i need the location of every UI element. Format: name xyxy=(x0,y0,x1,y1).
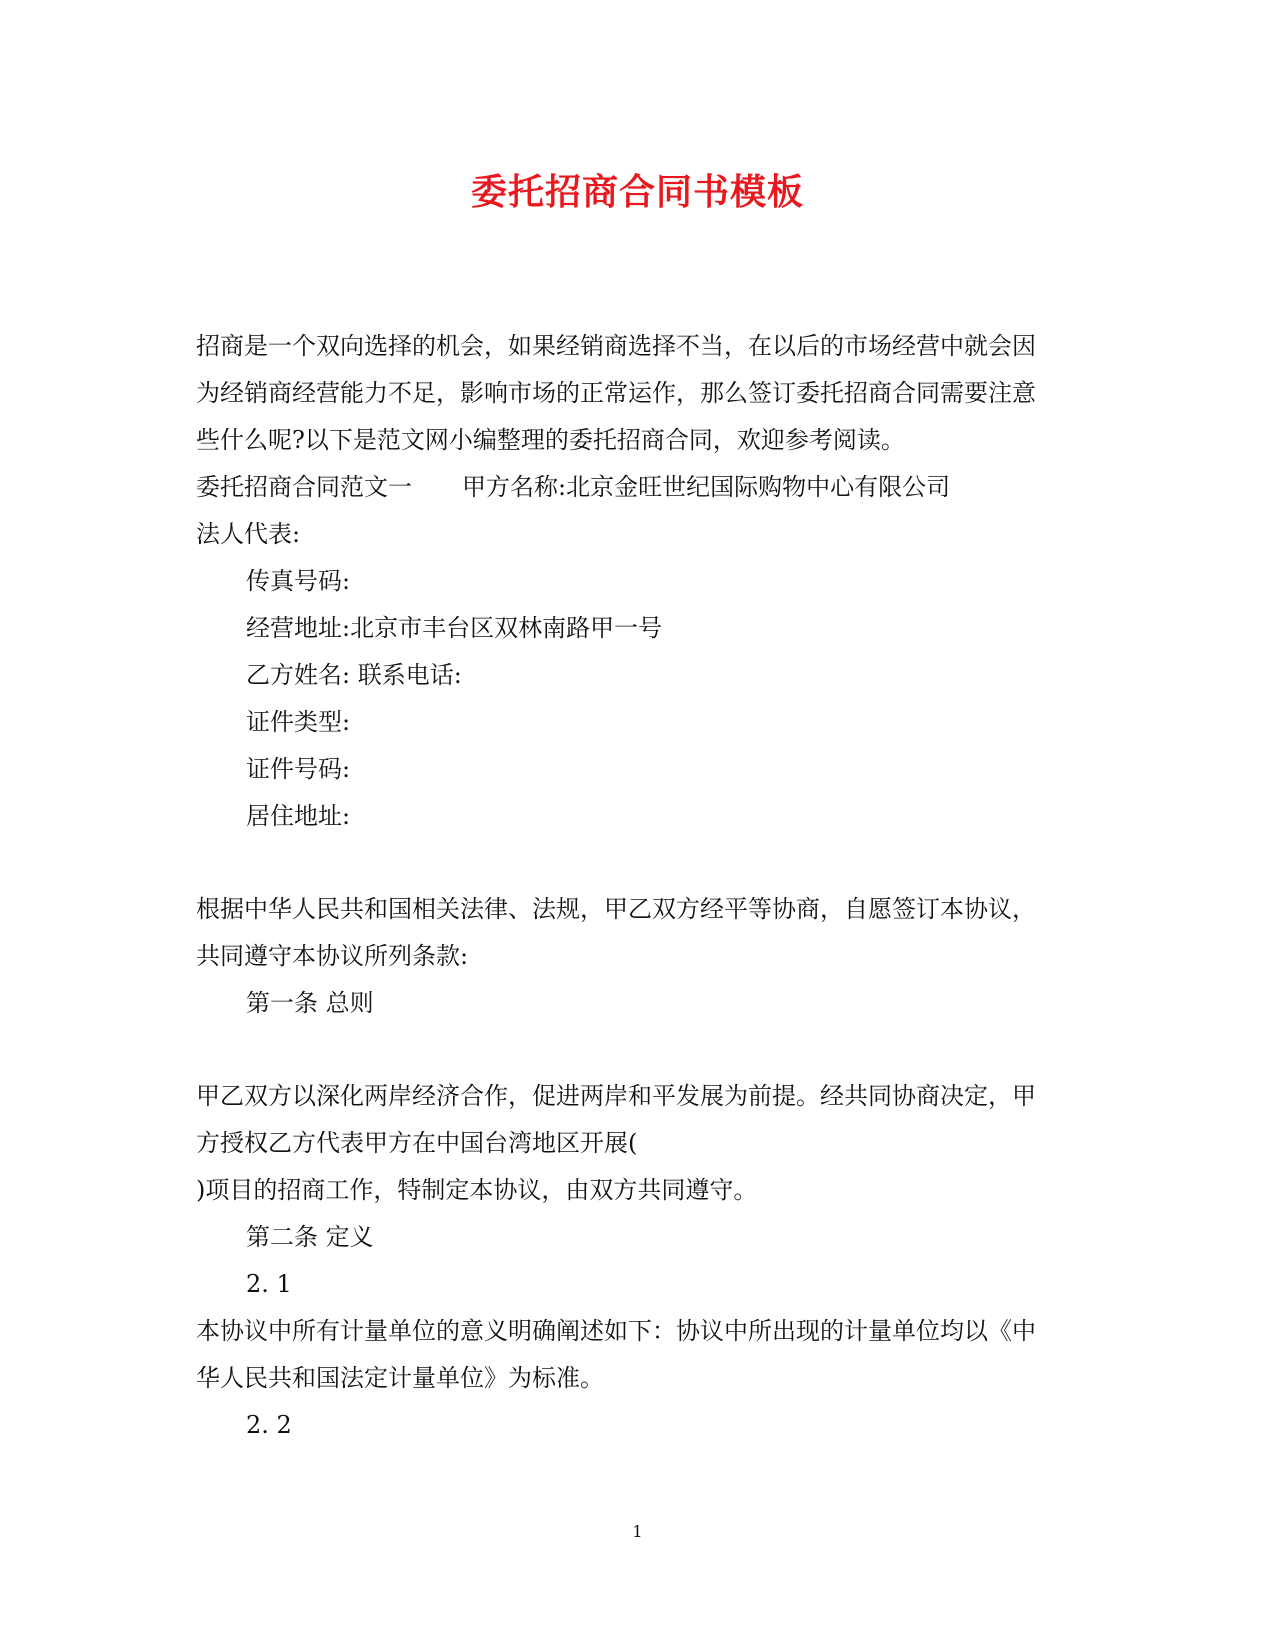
preamble-line-2: 共同遵守本协议所列条款: xyxy=(196,942,469,970)
residence-address: 居住地址: xyxy=(246,802,351,830)
business-address: 经营地址:北京市丰台区双林南路甲一号 xyxy=(246,614,663,642)
intro-line-3: 些什么呢?以下是范文网小编整理的委托招商合同，欢迎参考阅读。 xyxy=(196,426,905,454)
page-number: 1 xyxy=(632,1522,643,1541)
article-1-line-1: 甲乙双方以深化两岸经济合作，促进两岸和平发展为前提。经共同协商决定，甲 xyxy=(196,1082,1036,1110)
contract-heading-row xyxy=(196,471,950,503)
legal-representative: 法人代表: xyxy=(196,520,301,548)
article-1-heading: 第一条 总则 xyxy=(246,989,374,1017)
article-1-line-2: 方授权乙方代表甲方在中国台湾地区开展( xyxy=(196,1129,638,1157)
contract-heading: 委托招商合同范文一 xyxy=(196,473,412,501)
party-b-name-phone: 乙方姓名: 联系电话: xyxy=(246,661,462,689)
clause-2-1-line-1: 本协议中所有计量单位的意义明确阐述如下：协议中所出现的计量单位均以《中 xyxy=(196,1317,1036,1345)
fax-number: 传真号码: xyxy=(246,567,351,595)
clause-2-1-number: 2. 1 xyxy=(246,1270,292,1298)
intro-line-2: 为经销商经营能力不足，影响市场的正常运作，那么签订委托招商合同需要注意 xyxy=(196,379,1036,407)
clause-2-2-number: 2. 2 xyxy=(246,1411,292,1439)
id-number: 证件号码: xyxy=(246,755,351,783)
article-1-line-3: )项目的招商工作，特制定本协议，由双方共同遵守。 xyxy=(196,1176,758,1204)
document-title: 委托招商合同书模板 xyxy=(470,171,804,213)
preamble-line-1: 根据中华人民共和国相关法律、法规，甲乙双方经平等协商，自愿签订本协议， xyxy=(196,895,1036,923)
id-type: 证件类型: xyxy=(246,708,351,736)
clause-2-1-line-2: 华人民共和国法定计量单位》为标准。 xyxy=(196,1364,604,1392)
intro-line-1: 招商是一个双向选择的机会，如果经销商选择不当，在以后的市场经营中就会因 xyxy=(196,332,1036,360)
party-a-name: 甲方名称:北京金旺世纪国际购物中心有限公司 xyxy=(462,473,951,501)
article-2-heading: 第二条 定义 xyxy=(246,1223,374,1251)
